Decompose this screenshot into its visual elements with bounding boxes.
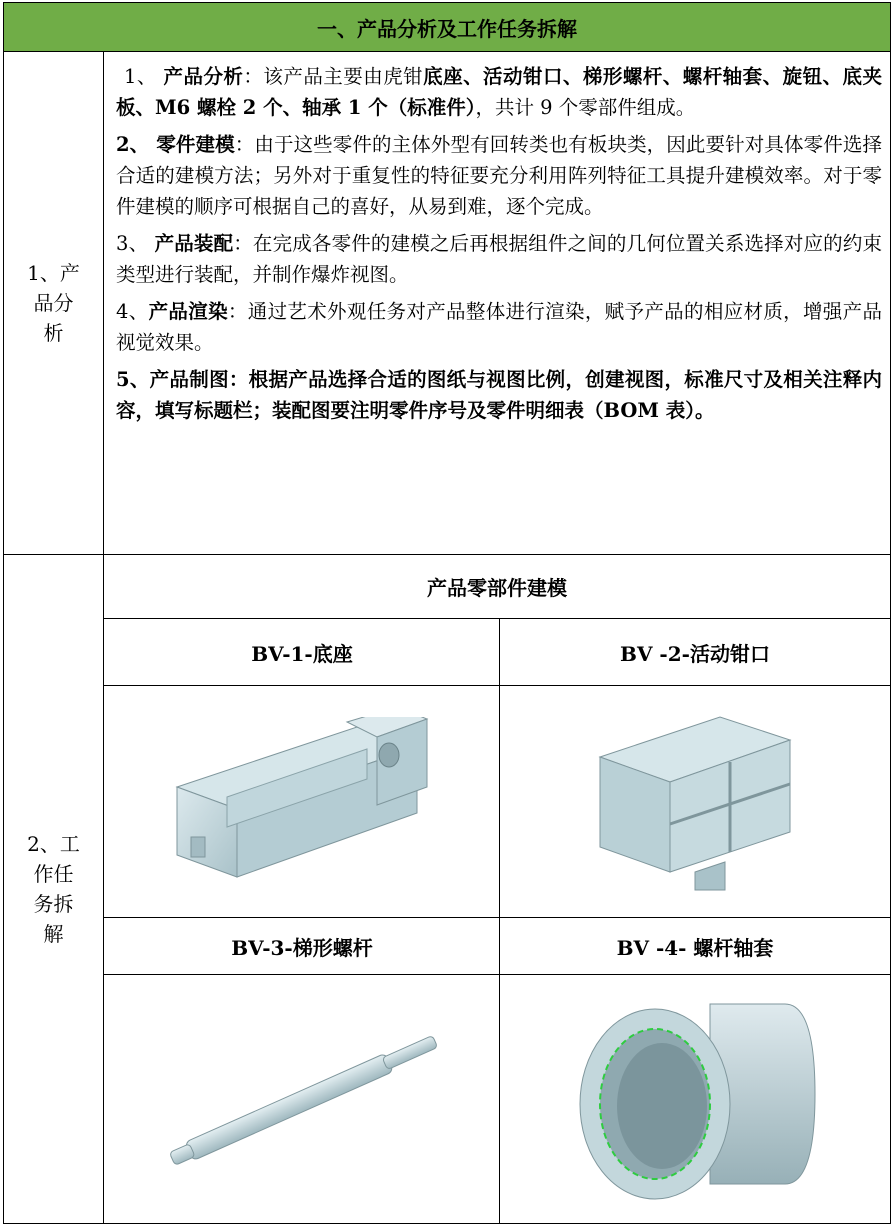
part-name-2: BV -2-活动钳口 (500, 619, 890, 686)
task-table (3, 2, 891, 1224)
analysis-content (104, 51, 890, 554)
analysis-label-cell (4, 51, 104, 554)
section-title: 一、产品分析及工作任务拆解 (317, 16, 577, 41)
part-image-sleeve (500, 975, 890, 1223)
parts-subtitle: 产品零部件建模 (104, 554, 890, 619)
part-name-1: BV-1-底座 (104, 619, 500, 686)
vise-base-icon (167, 717, 437, 887)
part-name-4: BV -4- 螺杆轴套 (500, 918, 890, 975)
tasks-label-cell (4, 554, 104, 1223)
section-header (4, 3, 890, 52)
part-image-jaw (500, 686, 890, 918)
tasks-row (4, 554, 890, 1223)
analysis-paragraph-5: 5、产品制图：根据产品选择合适的图纸与视图比例，创建视图，标准尺寸及相关注释内容，填写标题栏；装配图要注明零件序号及零件明细表（BOM 表）。 (116, 368, 882, 422)
parts-grid (104, 554, 890, 1223)
part-name-3: BV-3-梯形螺杆 (104, 918, 500, 975)
part-image-base (104, 686, 500, 918)
analysis-paragraph-1: 1、 产品分析：该产品主要由虎钳底座、活动钳口、梯形螺杆、螺杆轴套、旋钮、底夹板、M6 螺栓 2 个、轴承 1 个（标准件），共计 9 个零部件组成。 (116, 65, 882, 119)
trapezoid-screw-icon (137, 999, 467, 1199)
tasks-label: 2、工作任务拆解 (27, 831, 80, 946)
movable-jaw-icon (580, 712, 810, 892)
analysis-paragraph-2: 2、 零件建模：由于这些零件的主体外型有回转类也有板块类，因此要针对具体零件选择合适的建模方法；另外对于重复性的特征要充分利用阵列特征工具提升建模效率。对于零件建模的顺序可根据自己的喜好，从易到难，逐个完成。 (116, 133, 882, 218)
screw-sleeve-icon (560, 984, 830, 1214)
analysis-label: 1、产品分析 (27, 260, 80, 345)
analysis-paragraph-4: 4、产品渲染：通过艺术外观任务对产品整体进行渲染，赋予产品的相应材质，增强产品视觉效果。 (116, 300, 882, 354)
analysis-row (4, 51, 890, 555)
part-image-screw (104, 975, 500, 1223)
analysis-paragraph-3: 3、 产品装配：在完成各零件的建模之后再根据组件之间的几何位置关系选择对应的约束类型进行装配，并制作爆炸视图。 (116, 232, 882, 286)
